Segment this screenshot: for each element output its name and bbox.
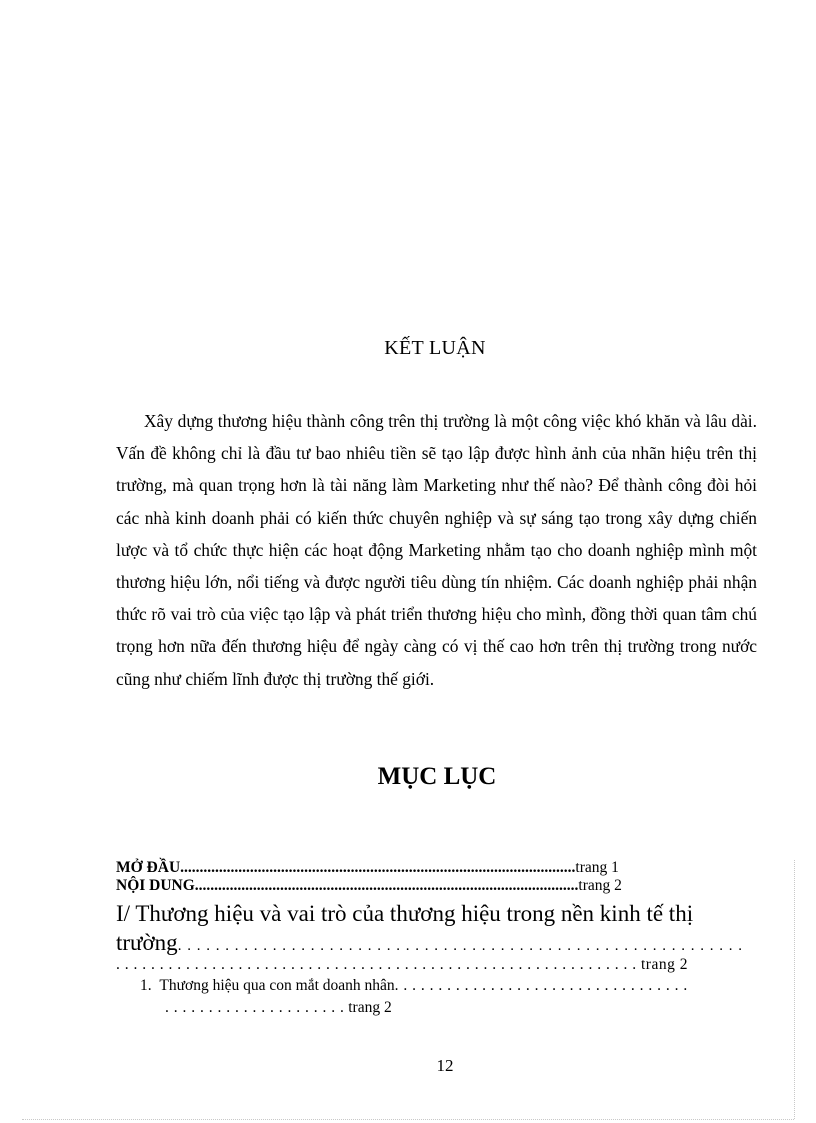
page-number: 12 bbox=[436, 1056, 454, 1075]
toc-title: MỤC LỤC bbox=[377, 763, 497, 790]
toc-entry-label: NỘI DUNG bbox=[116, 877, 195, 894]
toc-subentry-1-continuation[interactable] bbox=[165, 999, 392, 1017]
toc-subentry-label: Thương hiệu qua con mắt doanh nhân bbox=[159, 977, 395, 994]
toc-subentry-dots: . . . . . . . . . . . . . . . . . . . . . . . . . . . . . . . . . . bbox=[394, 977, 688, 994]
toc-section-page: trang 2 bbox=[641, 956, 688, 973]
toc-section-dots: . . . . . . . . . . . . . . . . . . . . . . . . . . . . . . . . . . . . . . . . . . . . . . . . . . . . . . . . . . . . bbox=[177, 938, 743, 954]
toc-entry-mo-dau[interactable] bbox=[116, 859, 619, 877]
toc-section-1[interactable] bbox=[116, 899, 756, 961]
page-border-bottom bbox=[22, 1119, 794, 1120]
toc-entry-label: MỞ ĐẦU bbox=[116, 859, 181, 876]
toc-subentry-dots: . . . . . . . . . . . . . . . . . . . . . bbox=[165, 999, 345, 1016]
conclusion-paragraph: Xây dựng thương hiệu thành công trên thị trường là một công việc khó khăn và lâu dài. Vấn đề không chỉ là đầu tư bao nhiêu tiền sẽ tạo lập được hình ảnh của nhãn hiệu trên thị trường, mà quan trọng hơn là tài năng làm Marketing như thế nào? Để thành công đòi hỏi các nhà kinh doanh phải có kiến thức chuyên nghiệp và sự sáng tạo trong xây dựng chiến lược và tổ chức thực hiện các hoạt động Marketing nhằm tạo cho doanh nghiệp mình một thương hiệu lớn, nổi tiếng và được người tiêu dùng tín nhiệm. Các doanh nghiệp phải nhận thức rõ vai trò của việc tạo lập và phát triển thương hiệu cho mình, đồng thời quan tâm chú trọng hơn nữa đến thương hiệu để ngày càng có vị thế cao hơn trên thị trường trong nước cũng như chiếm lĩnh được thị trường thế giới. bbox=[116, 411, 757, 689]
conclusion-title: KẾT LUẬN bbox=[384, 337, 486, 359]
toc-entry-page: trang 1 bbox=[575, 859, 619, 876]
toc-section-label: I/ Thương hiệu và vai trò của thương hiệu trong nền kinh tế thị trường bbox=[116, 901, 694, 955]
toc-entry-dots: ...................................................................................................... bbox=[180, 859, 576, 876]
toc-section-1-continuation[interactable] bbox=[116, 956, 688, 974]
page-border-right bbox=[794, 860, 795, 1119]
toc-entry-dots: ................................................................................................... bbox=[194, 877, 579, 894]
toc-subentry-page: trang 2 bbox=[348, 999, 392, 1016]
toc-entry-noi-dung[interactable] bbox=[116, 877, 622, 895]
toc-section-dots: . . . . . . . . . . . . . . . . . . . . . . . . . . . . . . . . . . . . . . . . . . . . . . . . . . . . . . . . . . . . bbox=[116, 956, 637, 973]
toc-entry-page: trang 2 bbox=[578, 877, 622, 894]
toc-subentry-number: 1. bbox=[140, 977, 152, 994]
toc-subentry-1[interactable] bbox=[140, 977, 688, 995]
